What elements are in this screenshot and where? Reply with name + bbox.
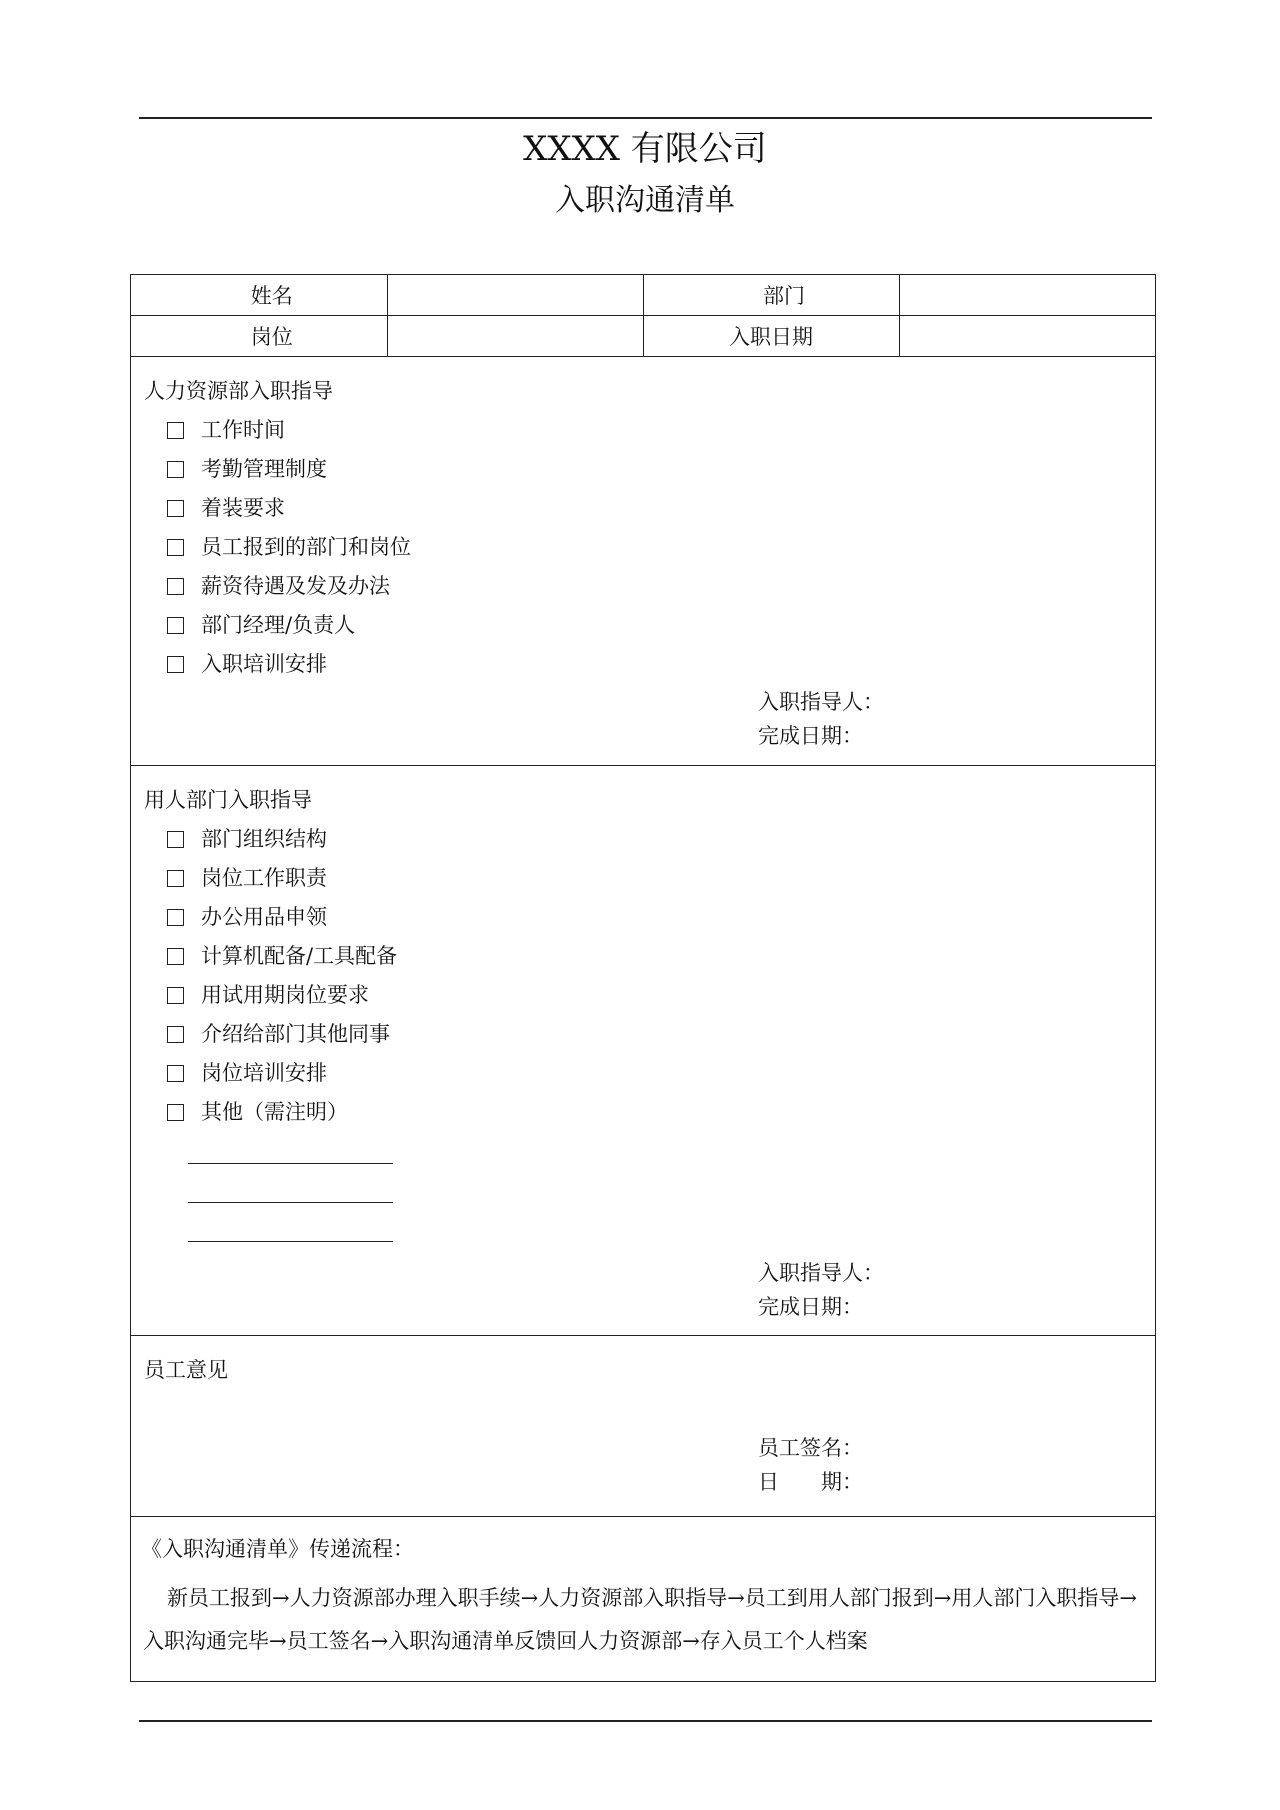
hr-guidance-section [131,357,1155,766]
checkbox-icon[interactable] [167,909,184,926]
employee-opinion-section [131,1336,1155,1517]
employee-sign-block [758,1431,863,1499]
checkbox-icon[interactable] [167,617,184,634]
flow-description: 新员工报到→人力资源部办理入职手续→人力资源部入职指导→员工到用人部门报到→用人部门入职指导→入职沟通完毕→员工签名→入职沟通清单反馈回人力资源部→存入员工个人档案 [143,1586,1137,1653]
dept-field[interactable] [899,275,1155,316]
checklist-item[interactable]: 部门经理/负责人 [167,611,411,650]
checkbox-icon[interactable] [167,1026,184,1043]
entry-date-label: 入职日期 [643,316,899,357]
entry-date-field[interactable] [899,316,1155,357]
hr-checklist [167,416,411,689]
flow-section [131,1517,1155,1681]
checkbox-icon[interactable] [167,1104,184,1121]
hr-sign-block [758,685,884,753]
checklist-item[interactable]: 办公用品申领 [167,903,397,942]
checkbox-icon[interactable] [167,422,184,439]
footer-rule [139,1720,1152,1722]
checklist-item[interactable]: 员工报到的部门和岗位 [167,533,411,572]
checklist-item[interactable]: 计算机配备/工具配备 [167,942,397,981]
other-note-line[interactable] [188,1163,393,1164]
dept-guidance-section [131,766,1155,1336]
dept-checklist [167,825,397,1137]
other-note-line[interactable] [188,1241,393,1242]
checkbox-icon[interactable] [167,831,184,848]
checkbox-icon[interactable] [167,948,184,965]
name-label: 姓名 [131,275,387,316]
completion-date-label: 完成日期： [758,724,863,748]
opinion-section-title: 员工意见 [144,1358,228,1382]
checklist-item[interactable]: 入职培训安排 [167,650,411,689]
other-note-line[interactable] [188,1202,393,1203]
flow-title: 《入职沟通清单》传递流程： [141,1537,414,1561]
checkbox-icon[interactable] [167,1065,184,1082]
checklist-item[interactable]: 部门组织结构 [167,825,397,864]
header-rule [139,117,1152,119]
checklist-item[interactable]: 工作时间 [167,416,411,455]
employee-signature-label: 员工签名： [758,1436,863,1460]
checklist-item[interactable]: 岗位培训安排 [167,1059,397,1098]
info-row-2 [131,316,1155,357]
checkbox-icon[interactable] [167,870,184,887]
dept-label: 部门 [643,275,899,316]
name-field[interactable] [387,275,643,316]
info-row-1 [131,275,1155,316]
checklist-item[interactable]: 岗位工作职责 [167,864,397,903]
checkbox-icon[interactable] [167,539,184,556]
company-name: XXXX 有限公司 [523,129,767,169]
checklist-item[interactable]: 其他（需注明） [167,1098,397,1137]
completion-date-label: 完成日期： [758,1295,863,1319]
checkbox-icon[interactable] [167,500,184,517]
checklist-item[interactable]: 考勤管理制度 [167,455,411,494]
checkbox-icon[interactable] [167,461,184,478]
checklist-item[interactable]: 介绍给部门其他同事 [167,1020,397,1059]
checklist-item[interactable]: 着装要求 [167,494,411,533]
info-table [131,275,1155,357]
onboarding-form [130,274,1156,1682]
employee-date-label: 日 期： [758,1470,863,1494]
checklist-item[interactable]: 用试用期岗位要求 [167,981,397,1020]
guide-label: 入职指导人： [758,690,884,714]
guide-label: 入职指导人： [758,1261,884,1285]
dept-section-title: 用人部门入职指导 [144,788,312,812]
checkbox-icon[interactable] [167,656,184,673]
checklist-item[interactable]: 薪资待遇及发及办法 [167,572,411,611]
document-title: 入职沟通清单 [555,183,735,218]
position-field[interactable] [387,316,643,357]
hr-section-title: 人力资源部入职指导 [144,379,333,403]
checkbox-icon[interactable] [167,578,184,595]
checkbox-icon[interactable] [167,987,184,1004]
position-label: 岗位 [131,316,387,357]
dept-sign-block [758,1256,884,1324]
